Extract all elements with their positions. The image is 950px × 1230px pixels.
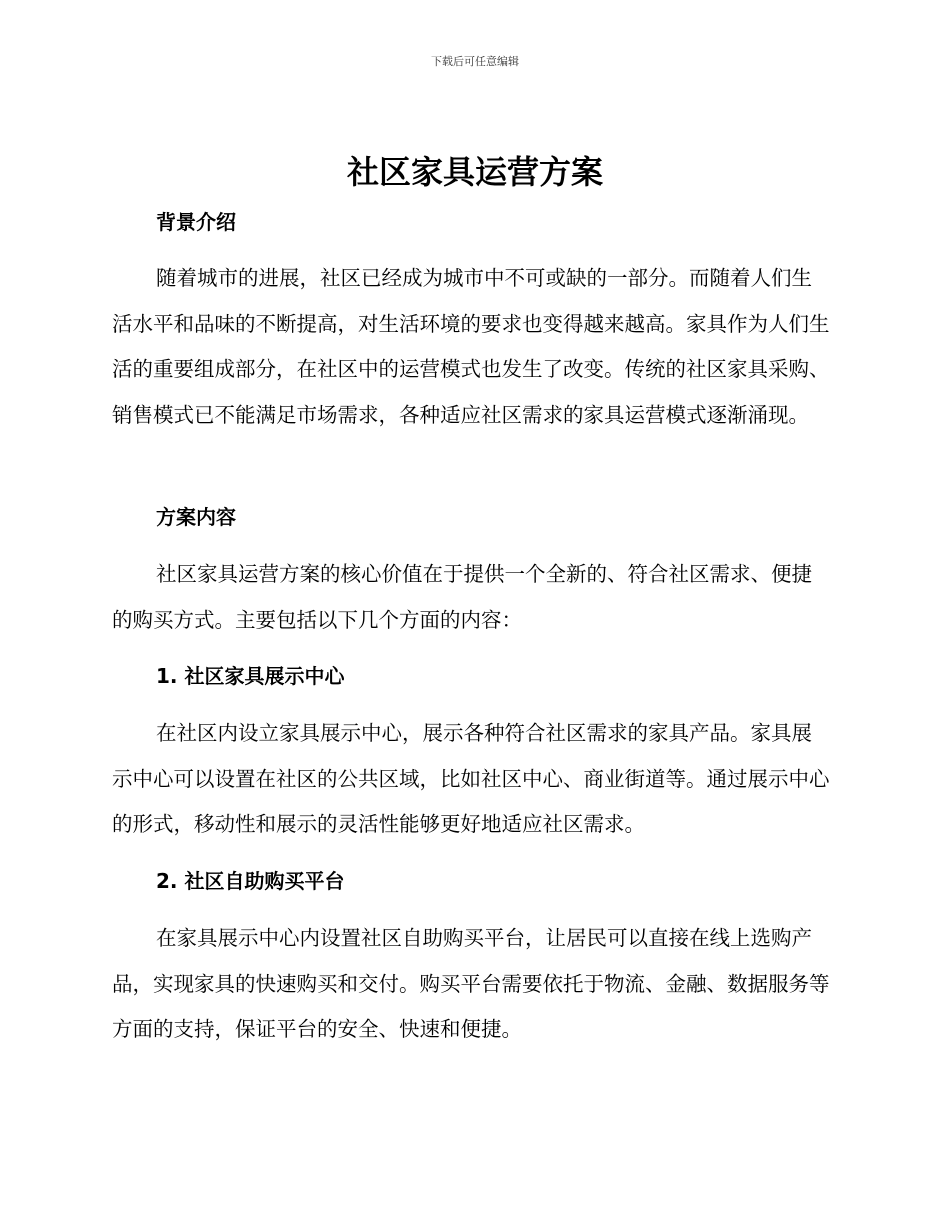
document-title: 社区家具运营方案: [346, 153, 603, 191]
section-paragraph-plan-content: 社区家具运营方案的核心价值在于提供一个全新的、符合社区需求、便捷的购买方式。主要包括以下几个方面的内容：: [112, 562, 812, 632]
section-paragraph-showroom: 在社区内设立家具展示中心，展示各种符合社区需求的家具产品。家具展示中心可以设置在社区的公共区域，比如社区中心、商业街道等。通过展示中心的形式，移动性和展示的灵活性能够更好地适应社区需求。: [112, 721, 830, 837]
section-heading-self-service: 2. 社区自助购买平台: [156, 869, 345, 893]
header-note: 下载后可任意编辑: [431, 55, 519, 68]
section-paragraph-self-service: 在家具展示中心内设置社区自助购买平台，让居民可以直接在线上选购产品，实现家具的快速购买和交付。购买平台需要依托于物流、金融、数据服务等方面的支持，保证平台的安全、快速和便捷。: [112, 926, 830, 1042]
section-heading-plan-content: 方案内容: [156, 505, 236, 529]
section-paragraph-background: 随着城市的进展，社区已经成为城市中不可或缺的一部分。而随着人们生活水平和品味的不断提高，对生活环境的要求也变得越来越高。家具作为人们生活的重要组成部分，在社区中的运营模式也发生了改变。传统的社区家具采购、销售模式已不能满足市场需求，各种适应社区需求的家具运营模式逐渐涌现。: [112, 266, 830, 428]
section-heading-background: 背景介绍: [156, 210, 236, 234]
section-heading-showroom: 1. 社区家具展示中心: [156, 664, 345, 688]
